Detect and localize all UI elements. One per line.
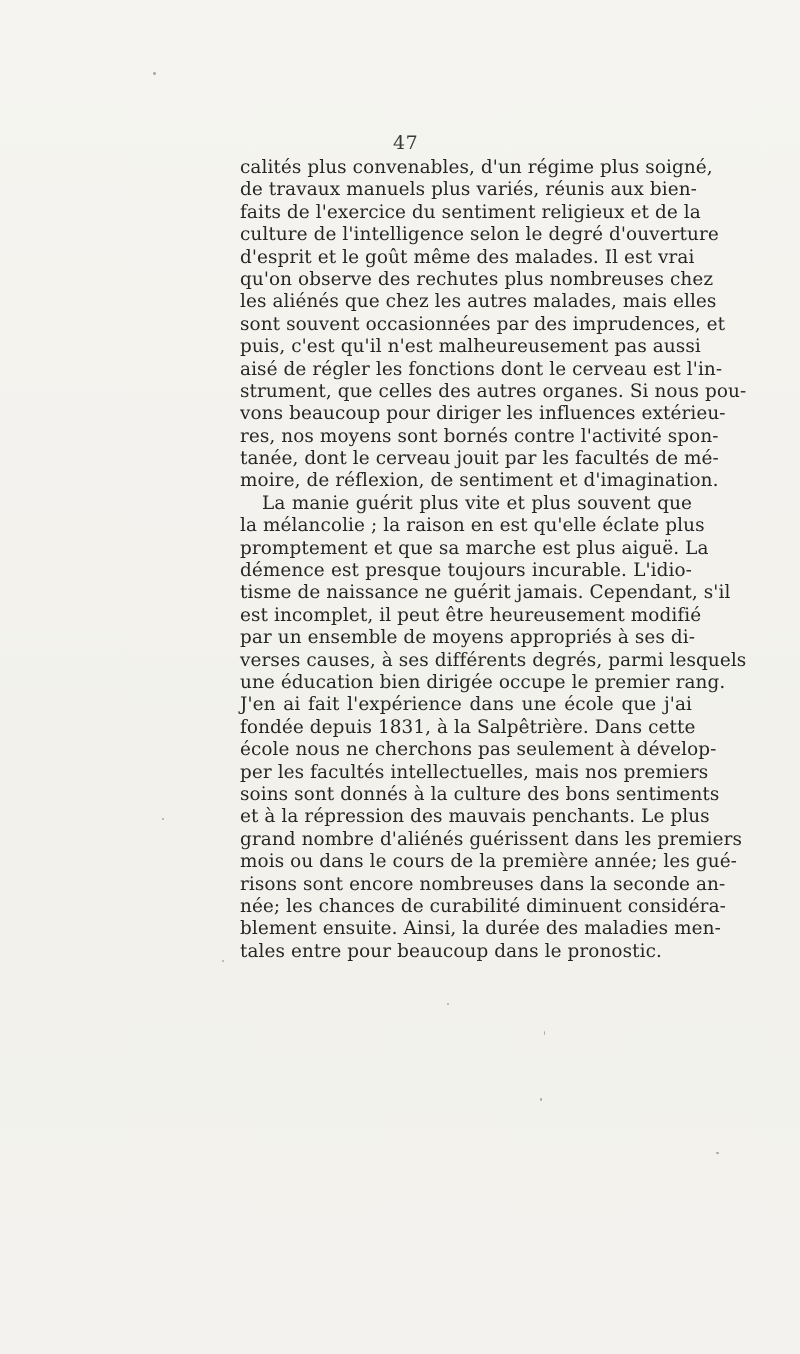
text-line: tales entre pour beaucoup dans le pronostic. [240,940,662,962]
text-line: calités plus convenables, d'un régime plus soigné, [240,157,713,178]
text-line: est incomplet, il peut être heureusement modifié [240,604,702,626]
text-line: culture de l'intelligence selon le degré d'ouverture [240,224,719,246]
paragraph-start-line: La manie guérit plus vite et plus souvent que [262,492,692,514]
text-line: née; les chances de curabilité diminuent considéra- [240,895,726,917]
text-line: la mélancolie ; la raison en est qu'elle éclate plus [240,515,705,537]
text-line: J'en ai fait l'expérience dans une école que j'ai [240,694,692,716]
text-line: blement ensuite. Ainsi, la durée des maladies men- [240,918,721,940]
text-line: grand nombre d'aliénés guérissent dans les premiers [240,828,742,850]
text-line: sont souvent occasionnées par des imprudences, et [240,313,726,335]
text-line: res, nos moyens sont bornés contre l'activité spon- [240,425,719,447]
text-line: tisme de naissance ne guérit jamais. Cependant, s'il [240,582,731,604]
text-line: moire, de réflexion, de sentiment et d'imagination. [240,470,719,492]
text-line: de travaux manuels plus variés, réunis aux bien- [240,179,697,201]
text-line: mois ou dans le cours de la première année; les gué- [240,851,737,873]
text-line: risons sont encore nombreuses dans la seconde an- [240,873,726,895]
paper-speck [544,1031,545,1035]
text-line: école nous ne cherchons pas seulement à dévelop- [240,739,717,761]
text-line: faits de l'exercice du sentiment religieux et de la [240,201,701,223]
paper-speck [222,960,224,962]
text-line: tanée, dont le cerveau jouit par les facultés de mé- [240,448,719,470]
text-line: puis, c'est qu'il n'est malheureusement pas aussi [240,336,701,358]
page-number: 47 [393,132,419,154]
paper-speck [447,1003,449,1005]
paper-speck [716,1152,719,1154]
paper-speck [540,1098,542,1101]
text-line: démence est presque toujours incurable. L'idio- [240,560,692,582]
text-line: strument, que celles des autres organes. Si nous pou- [240,380,747,402]
text-line: d'esprit et le goût même des malades. Il est vrai [240,246,695,268]
text-line: les aliénés que chez les autres malades, mais elles [240,291,717,313]
text-line: et à la répression des mauvais penchants. Le plus [240,806,710,828]
text-line: soins sont donnés à la culture des bons sentiments [240,783,720,805]
text-line: verses causes, à ses différents degrés, parmi lesquels [240,649,747,671]
text-line: par un ensemble de moyens appropriés à ses di- [240,627,696,649]
text-line: per les facultés intellectuelles, mais nos premiers [240,761,709,783]
text-line: qu'on observe des rechutes plus nombreuses chez [240,268,714,290]
text-line: une éducation bien dirigée occupe le premier rang. [240,671,726,693]
text-line: promptement et que sa marche est plus aiguë. La [240,537,709,559]
body-text [240,157,747,963]
paper-speck [153,72,156,75]
paper-speck [162,818,164,820]
text-line: vons beaucoup pour diriger les influences extérieu- [240,403,726,425]
text-line: fondée depuis 1831, à la Salpêtrière. Dans cette [240,716,696,738]
text-line: aisé de régler les fonctions dont le cerveau est l'in- [240,358,723,380]
